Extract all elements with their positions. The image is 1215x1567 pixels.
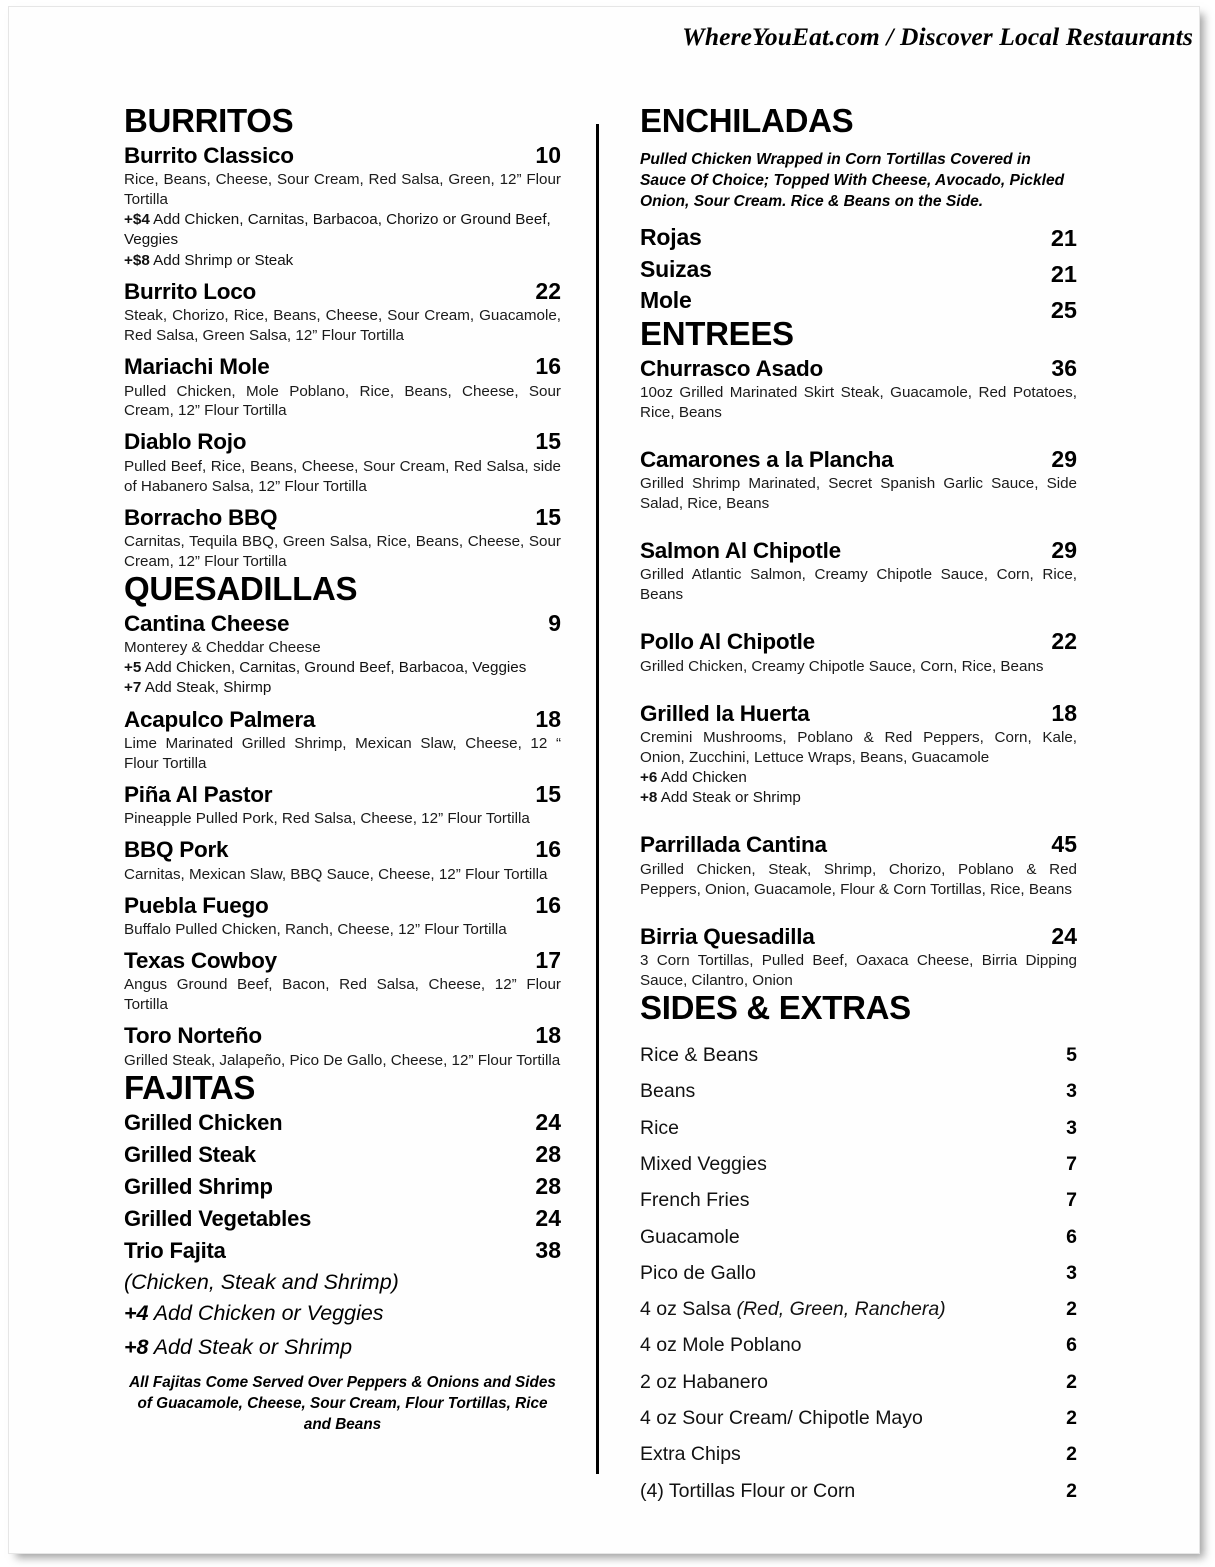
side-price: 7	[1066, 1189, 1077, 1212]
section-quesadillas	[124, 569, 561, 1071]
menu-item	[124, 780, 561, 829]
menu-item	[640, 830, 1077, 899]
menu-item-price: 22	[1051, 628, 1077, 655]
menu-item-name: Texas Cowboy	[124, 947, 277, 973]
fajita-row	[124, 1139, 561, 1171]
burritos-item-list	[124, 141, 561, 572]
menu-item-header	[124, 503, 561, 531]
menu-item	[640, 922, 1077, 991]
menu-item-price: 29	[1051, 537, 1077, 564]
menu-item-price: 15	[535, 503, 561, 530]
enchilada-name: Suizas	[640, 255, 712, 282]
fajita-name: Trio Fajita	[124, 1238, 226, 1264]
menu-item-name: Piña Al Pastor	[124, 781, 273, 807]
section-entrees	[640, 314, 1077, 991]
enchilada-row	[640, 222, 1077, 253]
menu-item-header	[124, 891, 561, 919]
menu-item-addon: +$4 Add Chicken, Carnitas, Barbacoa, Chorizo or Ground Beef, Veggies	[124, 211, 551, 249]
fajitas-addon-list	[124, 1297, 561, 1364]
side-row	[640, 1183, 1077, 1219]
menu-item	[124, 946, 561, 1015]
fajita-name: Grilled Steak	[124, 1142, 256, 1168]
side-row	[640, 1437, 1077, 1473]
menu-item	[124, 891, 561, 940]
side-row	[640, 1110, 1077, 1146]
menu-item-name: Birria Quesadilla	[640, 923, 815, 949]
fajita-row	[124, 1171, 561, 1203]
menu-item	[124, 609, 561, 699]
side-price: 2	[1066, 1298, 1077, 1321]
menu-item-header	[124, 705, 561, 733]
enchilada-row	[640, 285, 1077, 324]
menu-item-header	[124, 352, 561, 380]
menu-item	[640, 536, 1077, 605]
menu-item-price: 22	[535, 277, 561, 304]
enchilada-row	[640, 254, 1077, 285]
menu-item-name: Burrito Loco	[124, 278, 256, 304]
menu-item-name: Mariachi Mole	[124, 354, 270, 380]
side-name: Guacamole	[640, 1225, 740, 1248]
menu-item-description: Rice, Beans, Cheese, Sour Cream, Red Salsa, Green, 12” Flour Tortilla	[124, 171, 561, 209]
menu-item-price: 29	[1051, 445, 1077, 472]
menu-item-header	[124, 609, 561, 637]
menu-item-price: 16	[535, 836, 561, 863]
menu-item-header	[124, 141, 561, 169]
side-price: 2	[1066, 1370, 1077, 1393]
fajita-price: 24	[535, 1109, 561, 1136]
menu-item-description: Carnitas, Mexican Slaw, BBQ Sauce, Cheese, 12” Flour Tortilla	[124, 865, 548, 883]
side-price: 3	[1066, 1080, 1077, 1103]
menu-item-price: 24	[1051, 922, 1077, 949]
menu-item-name: Borracho BBQ	[124, 504, 278, 530]
left-column	[124, 104, 561, 1435]
menu-item-addon: +$8 Add Shrimp or Steak	[124, 251, 294, 269]
menu-item-header	[124, 946, 561, 974]
menu-item-price: 9	[548, 609, 561, 636]
fajita-price: 24	[535, 1205, 561, 1232]
menu-item-header	[640, 830, 1077, 858]
section-title-fajitas: FAJITAS	[124, 1068, 256, 1106]
menu-item-addon: +7 Add Steak, Shirmp	[124, 679, 272, 697]
side-row	[640, 1219, 1077, 1255]
menu-item-name: Cantina Cheese	[124, 610, 290, 636]
menu-item-price: 15	[535, 428, 561, 455]
fajitas-item-list	[124, 1107, 561, 1267]
enchiladas-item-list	[640, 222, 1077, 324]
menu-item	[640, 699, 1077, 809]
quesadillas-item-list	[124, 609, 561, 1071]
enchilada-price: 25	[1050, 297, 1077, 324]
menu-item	[124, 427, 561, 496]
menu-item-header	[640, 536, 1077, 564]
fajita-row	[124, 1235, 561, 1267]
section-title-entrees: ENTREES	[640, 314, 794, 352]
menu-item-name: Diablo Rojo	[124, 429, 247, 455]
menu-item-price: 10	[535, 141, 561, 168]
side-row	[640, 1038, 1077, 1074]
side-name: Rice	[640, 1116, 680, 1139]
side-price: 2	[1066, 1479, 1077, 1502]
side-price: 6	[1066, 1334, 1077, 1357]
menu-item-name: Camarones a la Plancha	[640, 446, 894, 472]
menu-item-description: Cremini Mushrooms, Poblano & Red Peppers, Corn, Kale, Onion, Zucchini, Lettuce Wraps, Beans, Guacamole	[640, 729, 1077, 766]
menu-item-description: Pineapple Pulled Pork, Red Salsa, Cheese, 12” Flour Tortilla	[124, 810, 530, 828]
fajitas-subtitle: (Chicken, Steak and Shrimp)	[124, 1270, 399, 1295]
menu-item-description: Angus Ground Beef, Bacon, Red Salsa, Cheese, 12” Flour Tortilla	[124, 976, 561, 1014]
menu-item-price: 36	[1051, 354, 1077, 381]
side-name: 4 oz Mole Poblano	[640, 1334, 802, 1357]
menu-item-name: BBQ Pork	[124, 837, 229, 863]
fajitas-note: All Fajitas Come Served Over Peppers & Onions and Sides of Guacamole, Cheese, Sour Cream, Flour Tortillas, Rice and Beans	[129, 1374, 556, 1434]
menu-item	[640, 627, 1077, 676]
menu-item-addon: +8 Add Steak or Shrimp	[640, 789, 801, 807]
fajita-name: Grilled Vegetables	[124, 1206, 312, 1232]
menu-item-name: Puebla Fuego	[124, 892, 269, 918]
menu-item-price: 16	[535, 891, 561, 918]
menu-item-addon: +5 Add Chicken, Carnitas, Ground Beef, Barbacoa, Veggies	[124, 659, 527, 677]
fajita-name: Grilled Chicken	[124, 1110, 283, 1136]
enchilada-name: Mole	[640, 287, 692, 314]
menu-item	[124, 503, 561, 572]
menu-item-header	[124, 427, 561, 455]
side-row	[640, 1328, 1077, 1364]
menu-item-name: Churrasco Asado	[640, 355, 823, 381]
enchilada-price: 21	[1050, 225, 1077, 252]
side-price: 2	[1066, 1406, 1077, 1429]
side-name: Extra Chips	[640, 1443, 741, 1466]
side-price: 3	[1066, 1116, 1077, 1139]
side-price: 7	[1066, 1153, 1077, 1176]
side-row	[640, 1473, 1077, 1509]
side-row	[640, 1074, 1077, 1110]
menu-item-name: Burrito Classico	[124, 142, 294, 168]
fajita-price: 28	[535, 1141, 561, 1168]
menu-item-name: Salmon Al Chipotle	[640, 538, 841, 564]
section-title-burritos: BURRITOS	[124, 102, 294, 139]
side-name: 4 oz Salsa (Red, Green, Ranchera)	[640, 1298, 946, 1321]
menu-item-description: Grilled Chicken, Creamy Chipotle Sauce, Corn, Rice, Beans	[640, 657, 1044, 675]
menu-item-description: Steak, Chorizo, Rice, Beans, Cheese, Sour Cream, Guacamole, Red Salsa, Green Salsa, 12” Flour Tortilla	[124, 307, 561, 345]
menu-item-header	[124, 780, 561, 808]
side-name: Mixed Veggies	[640, 1153, 767, 1176]
menu-item-description: Carnitas, Tequila BBQ, Green Salsa, Rice, Beans, Cheese, Sour Cream, 12” Flour Tortilla	[124, 533, 561, 570]
entrees-item-list	[640, 354, 1077, 991]
side-price: 5	[1066, 1044, 1077, 1067]
menu-item-name: Pollo Al Chipotle	[640, 629, 815, 655]
fajita-row	[124, 1203, 561, 1235]
site-brand-header: WhereYouEat.com / Discover Local Restaurants	[682, 22, 1193, 51]
section-burritos	[124, 104, 561, 572]
menu-item-description: 3 Corn Tortillas, Pulled Beef, Oaxaca Cheese, Birria Dipping Sauce, Cilantro, Onion	[640, 952, 1077, 989]
menu-item-description: Grilled Atlantic Salmon, Creamy Chipotle Sauce, Corn, Rice, Beans	[640, 566, 1077, 604]
side-price: 2	[1066, 1443, 1077, 1466]
menu-item-price: 15	[535, 780, 561, 807]
side-name: (4) Tortillas Flour or Corn	[640, 1479, 856, 1502]
menu-item-description: Pulled Beef, Rice, Beans, Cheese, Sour Cream, Red Salsa, side of Habanero Salsa, 12” Flour Tortilla	[124, 457, 561, 495]
section-enchiladas	[640, 102, 1077, 324]
side-row	[640, 1364, 1077, 1400]
menu-item-description: Grilled Shrimp Marinated, Secret Spanish Garlic Sauce, Side Salad, Rice, Beans	[640, 475, 1077, 513]
side-price: 3	[1066, 1261, 1077, 1284]
menu-item-description: Pulled Chicken, Mole Poblano, Rice, Beans, Cheese, Sour Cream, 12” Flour Tortilla	[124, 382, 561, 420]
menu-item	[124, 141, 561, 271]
section-title-quesadillas: QUESADILLAS	[124, 569, 358, 607]
section-title-sides: SIDES & EXTRAS	[640, 988, 911, 1026]
menu-item-description: Grilled Chicken, Steak, Shrimp, Chorizo, Poblano & Red Peppers, Onion, Guacamole, Flour & Corn Tortillas, Rice, Beans	[640, 860, 1077, 898]
side-name: 2 oz Habanero	[640, 1370, 768, 1393]
menu-item-name: Parrillada Cantina	[640, 832, 827, 858]
menu-item-name: Acapulco Palmera	[124, 706, 316, 732]
menu-item-header	[124, 1021, 561, 1049]
fajita-addon: +4 Add Chicken or Veggies	[124, 1301, 384, 1326]
menu-item	[124, 277, 561, 346]
sides-item-list	[640, 1038, 1077, 1510]
side-name: Pico de Gallo	[640, 1261, 756, 1284]
right-column	[640, 104, 1077, 1509]
menu-item	[124, 835, 561, 884]
side-row	[640, 1255, 1077, 1291]
fajita-name: Grilled Shrimp	[124, 1174, 273, 1200]
column-divider	[596, 124, 599, 1474]
menu-item	[124, 1021, 561, 1070]
menu-item-description: Buffalo Pulled Chicken, Ranch, Cheese, 12” Flour Tortilla	[124, 921, 507, 938]
menu-item-header	[640, 922, 1077, 950]
side-row	[640, 1147, 1077, 1183]
menu-item	[124, 705, 561, 774]
menu-item-price: 45	[1051, 831, 1077, 858]
menu-item-header	[640, 354, 1077, 382]
menu-item-description: 10oz Grilled Marinated Skirt Steak, Guacamole, Red Potatoes, Rice, Beans	[640, 383, 1077, 421]
section-fajitas	[124, 1068, 561, 1436]
enchilada-price: 21	[1050, 260, 1077, 287]
menu-item-description: Grilled Steak, Jalapeño, Pico De Gallo, Cheese, 12” Flour Tortilla	[124, 1051, 561, 1069]
section-title-enchiladas: ENCHILADAS	[640, 102, 854, 139]
enchiladas-note: Pulled Chicken Wrapped in Corn Tortillas Covered in Sauce Of Choice; Topped With Cheese, Avocado, Pickled Onion, Sour Cream. Rice & Beans on the Side.	[640, 150, 1065, 211]
side-row	[640, 1292, 1077, 1328]
menu-item-price: 16	[535, 353, 561, 380]
side-name: Beans	[640, 1080, 696, 1103]
menu-item-header	[124, 277, 561, 305]
enchilada-name: Rojas	[640, 224, 702, 251]
side-name: French Fries	[640, 1189, 750, 1212]
menu-item-name: Grilled la Huerta	[640, 700, 810, 726]
fajita-row	[124, 1107, 561, 1139]
section-sides	[640, 988, 1077, 1510]
menu-item-price: 18	[1051, 699, 1077, 726]
side-name: 4 oz Sour Cream/ Chipotle Mayo	[640, 1406, 923, 1429]
menu-item-price: 18	[535, 1022, 561, 1049]
menu-item-header	[124, 835, 561, 863]
fajita-price: 38	[535, 1237, 561, 1264]
menu-item-price: 18	[535, 705, 561, 732]
side-name: Rice & Beans	[640, 1044, 759, 1067]
fajita-price: 28	[535, 1173, 561, 1200]
menu-item-header	[640, 445, 1077, 473]
side-row	[640, 1401, 1077, 1437]
menu-item-description: Lime Marinated Grilled Shrimp, Mexican Slaw, Cheese, 12 “ Flour Tortilla	[124, 735, 561, 772]
menu-item-name: Toro Norteño	[124, 1023, 262, 1049]
menu-item	[640, 354, 1077, 423]
menu-item	[124, 352, 561, 421]
side-price: 6	[1066, 1225, 1077, 1248]
menu-item-addon: +6 Add Chicken	[640, 768, 747, 786]
menu-item	[640, 445, 1077, 514]
menu-item-header	[640, 627, 1077, 655]
fajita-addon: +8 Add Steak or Shrimp	[124, 1334, 353, 1359]
menu-item-price: 17	[535, 946, 561, 973]
menu-item-description: Monterey & Cheddar Cheese	[124, 639, 321, 657]
menu-item-header	[640, 699, 1077, 727]
